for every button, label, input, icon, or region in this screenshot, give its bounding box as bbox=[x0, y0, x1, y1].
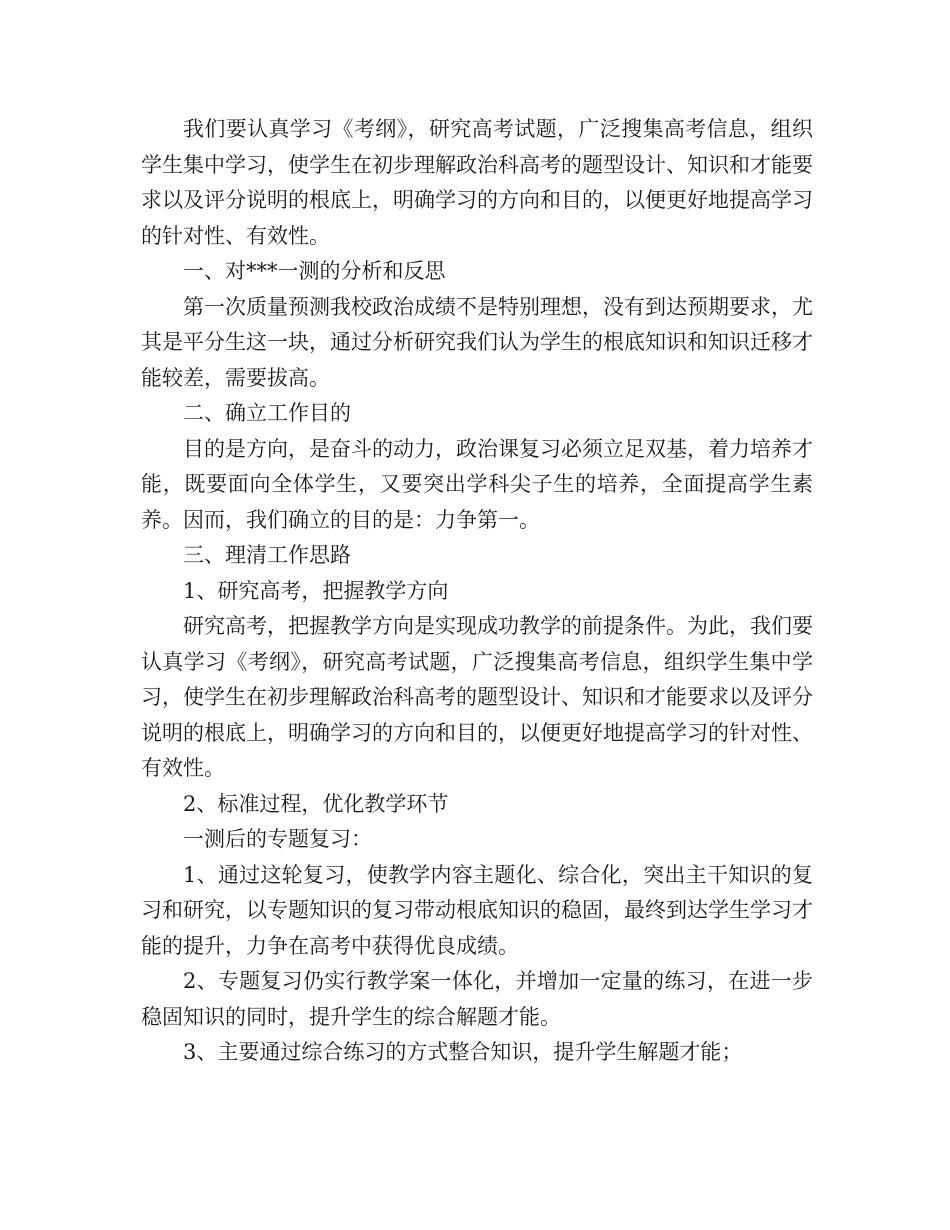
paragraph-section-2: 目的是方向，是奋斗的动力，政治课复习必须立足双基，着力培养才能，既要面向全体学生，又要突出学科尖子生的培养，全面提高学生素养。因而，我们确立的目的是：力争第一。 bbox=[141, 436, 813, 532]
heading-section-3: 三、理清工作思路 bbox=[183, 543, 351, 567]
list-item-2: 2、专题复习仍实行教学案一体化，并增加一定量的练习，在进一步稳固知识的同时，提升学生的综合解题才能。 bbox=[141, 969, 813, 1029]
heading-section-1: 一、对***一测的分析和反思 bbox=[183, 259, 446, 283]
paragraph-section-1: 第一次质量预测我校政治成绩不是特别理想，没有到达预期要求，尤其是平分生这一块，通过分析研究我们认为学生的根底知识和知识迁移才能较差，需要拔高。 bbox=[141, 294, 813, 390]
subheading-2: 2、标准过程，优化教学环节 bbox=[183, 791, 449, 816]
subheading-1: 1、研究高考，把握教学方向 bbox=[183, 578, 449, 603]
list-item-3: 3、主要通过综合练习的方式整合知识，提升学生解题才能； bbox=[183, 1040, 743, 1064]
document-body bbox=[141, 112, 813, 1071]
paragraph-intro: 我们要认真学习《考纲》，研究高考试题，广泛搜集高考信息，组织学生集中学习，使学生在初步理解政治科高考的题型设计、知识和才能要求以及评分说明的根底上，明确学习的方向和目的，以便更好地提高学习的针对性、有效性。 bbox=[141, 117, 813, 248]
paragraph-subsection-1: 研究高考，把握教学方向是实现成功教学的前提条件。为此，我们要认真学习《考纲》，研究高考试题，广泛搜集高考信息，组织学生集中学习，使学生在初步理解政治科高考的题型设计、知识和才能要求以及评分说明的根底上，明确学习的方向和目的，以便更好地提高学习的针对性、有效性。 bbox=[141, 614, 813, 780]
list-item-1: 1、通过这轮复习，使教学内容主题化、综合化，突出主干知识的复习和研究，以专题知识的复习带动根底知识的稳固，最终到达学生学习才能的提升，力争在高考中获得优良成绩。 bbox=[141, 862, 813, 958]
heading-section-2: 二、确立工作目的 bbox=[183, 401, 351, 425]
label-review: 一测后的专题复习： bbox=[183, 827, 372, 851]
